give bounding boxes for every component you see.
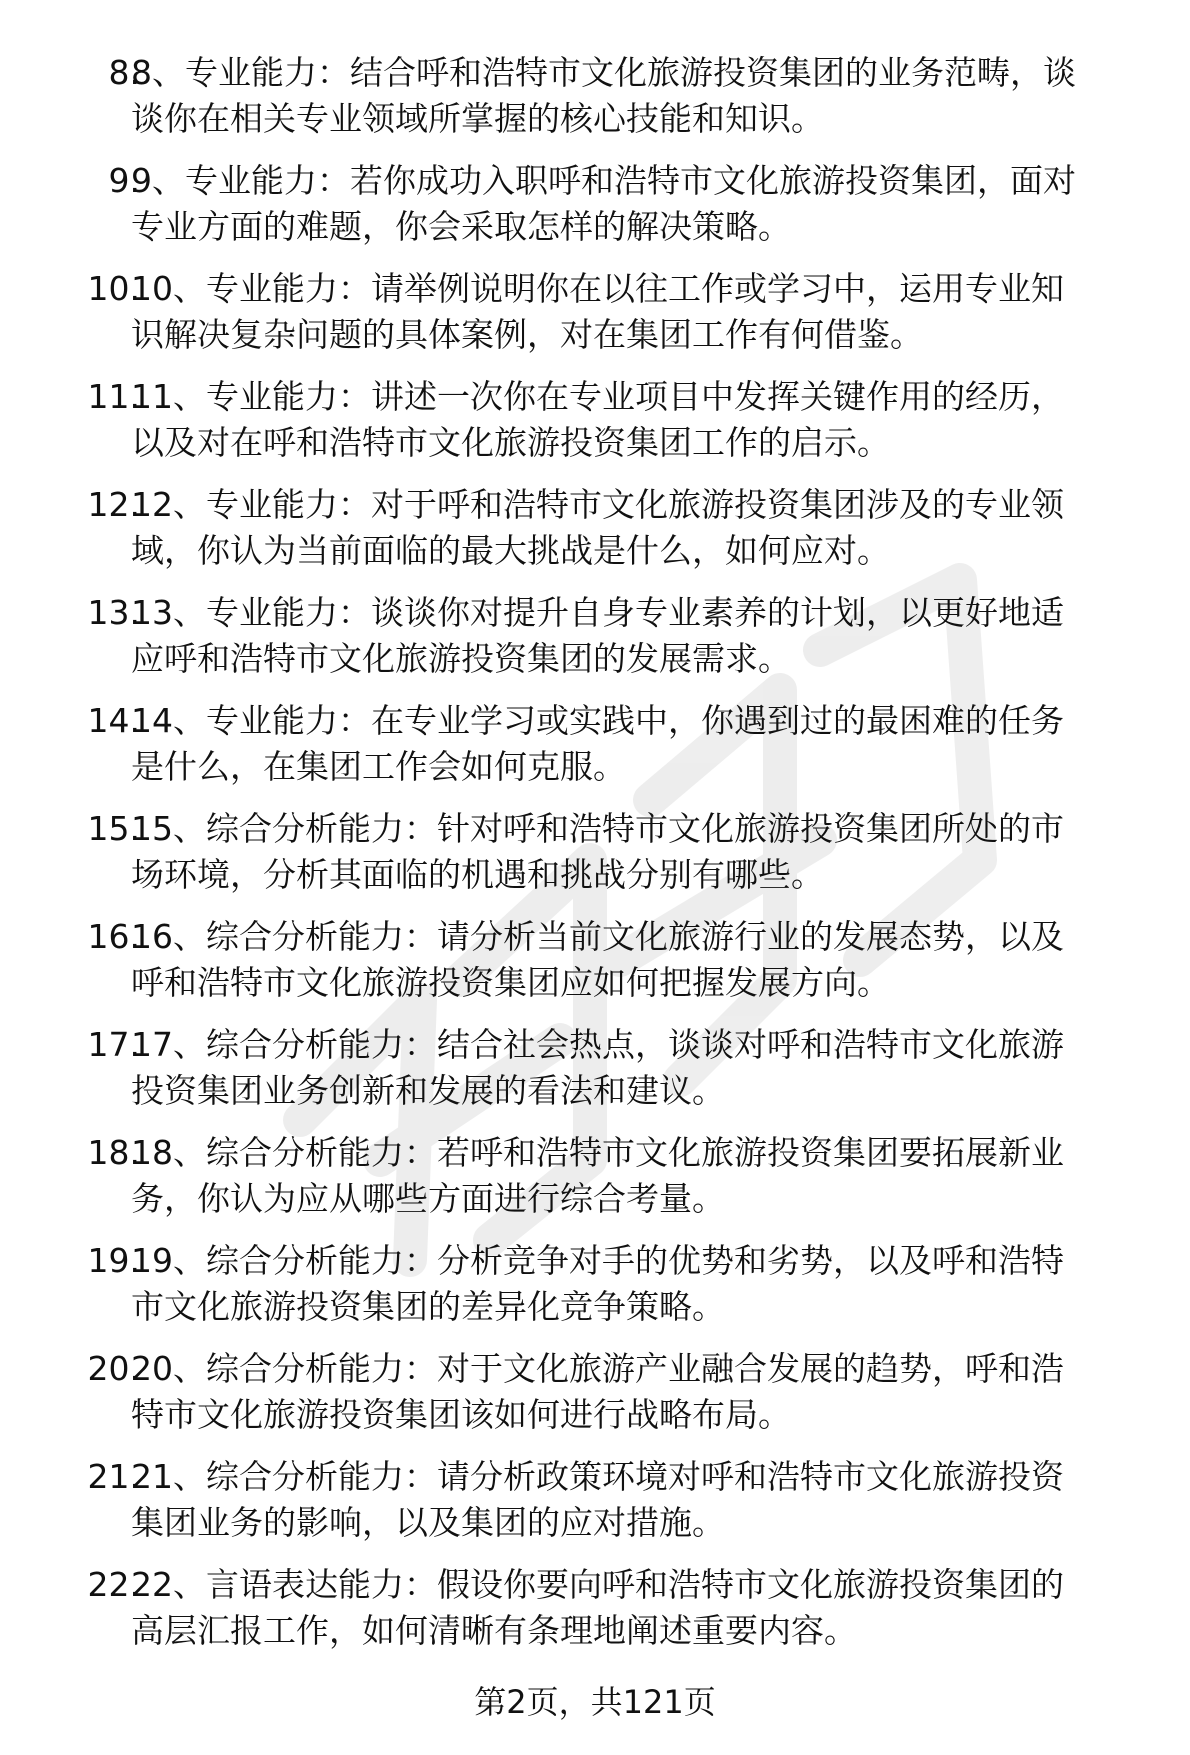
- list-item-number: 20.: [87, 1349, 140, 1388]
- question-text: [131, 806, 1161, 898]
- list-item-number: 11.: [87, 377, 140, 416]
- question-text: [131, 50, 1161, 142]
- question-text-line: 21、综合分析能力：请分析政策环境对呼和浩特市文化旅游投资: [131, 1457, 1064, 1496]
- list-item-number: 18.: [87, 1133, 140, 1172]
- question-text-line: 是什么，在集团工作会如何克服。: [131, 747, 626, 786]
- question-text-line: 13、专业能力：谈谈你对提升自身专业素养的计划，以更好地适: [131, 593, 1064, 632]
- question-text-line: 投资集团业务创新和发展的看法和建议。: [131, 1071, 725, 1110]
- list-item: [0, 806, 1190, 914]
- list-item-number: 21.: [87, 1457, 140, 1496]
- list-item: [0, 1238, 1190, 1346]
- list-item-number: 17.: [87, 1025, 140, 1064]
- list-item-number: 14.: [87, 701, 140, 740]
- list-item-number: 22.: [87, 1565, 140, 1604]
- question-text-line: 集团业务的影响，以及集团的应对措施。: [131, 1503, 725, 1542]
- list-item-number: 13.: [87, 593, 140, 632]
- question-text: [131, 374, 1161, 466]
- list-item-number: 10.: [87, 269, 140, 308]
- list-item-number: 15.: [87, 809, 140, 848]
- list-item: [0, 158, 1190, 266]
- list-item: [0, 590, 1190, 698]
- list-item-number: 8.: [108, 53, 140, 92]
- question-text-line: 17、综合分析能力：结合社会热点，谈谈对呼和浩特市文化旅游: [131, 1025, 1064, 1064]
- question-text-line: 18、综合分析能力：若呼和浩特市文化旅游投资集团要拓展新业: [131, 1133, 1064, 1172]
- question-text-line: 场环境，分析其面临的机遇和挑战分别有哪些。: [131, 855, 824, 894]
- question-text-line: 专业方面的难题，你会采取怎样的解决策略。: [131, 207, 791, 246]
- list-item: [0, 698, 1190, 806]
- question-text-line: 15、综合分析能力：针对呼和浩特市文化旅游投资集团所处的市: [131, 809, 1064, 848]
- question-text: [131, 698, 1161, 790]
- question-text: [131, 158, 1161, 250]
- question-text-line: 呼和浩特市文化旅游投资集团应如何把握发展方向。: [131, 963, 890, 1002]
- list-item: [0, 1022, 1190, 1130]
- list-item: [0, 1562, 1190, 1670]
- question-text-line: 应呼和浩特市文化旅游投资集团的发展需求。: [131, 639, 791, 678]
- question-text: [131, 482, 1161, 574]
- list-item-number: 19.: [87, 1241, 140, 1280]
- question-text-line: 22、言语表达能力：假设你要向呼和浩特市文化旅游投资集团的: [131, 1565, 1064, 1604]
- question-list: [0, 50, 1190, 1670]
- list-item: [0, 50, 1190, 158]
- question-text-line: 20、综合分析能力：对于文化旅游产业融合发展的趋势，呼和浩: [131, 1349, 1064, 1388]
- question-text-line: 谈你在相关专业领域所掌握的核心技能和知识。: [131, 99, 824, 138]
- list-item: [0, 1130, 1190, 1238]
- list-item-number: 12.: [87, 485, 140, 524]
- question-text-line: 高层汇报工作，如何清晰有条理地阐述重要内容。: [131, 1611, 857, 1650]
- question-text: [131, 1130, 1161, 1222]
- question-text-line: 16、综合分析能力：请分析当前文化旅游行业的发展态势，以及: [131, 917, 1064, 956]
- question-text-line: 务，你认为应从哪些方面进行综合考量。: [131, 1179, 725, 1218]
- question-text-line: 14、专业能力：在专业学习或实践中，你遇到过的最困难的任务: [131, 701, 1064, 740]
- question-text-line: 10、专业能力：请举例说明你在以往工作或学习中，运用专业知: [131, 269, 1064, 308]
- question-text-line: 域，你认为当前面临的最大挑战是什么，如何应对。: [131, 531, 890, 570]
- list-item: [0, 482, 1190, 590]
- question-text-line: 9、专业能力：若你成功入职呼和浩特市文化旅游投资集团，面对: [131, 161, 1076, 200]
- question-text-line: 市文化旅游投资集团的差异化竞争策略。: [131, 1287, 725, 1326]
- list-item: [0, 1454, 1190, 1562]
- list-item-number: 9.: [108, 161, 140, 200]
- question-text: [131, 590, 1161, 682]
- question-text-line: 19、综合分析能力：分析竞争对手的优势和劣势，以及呼和浩特: [131, 1241, 1064, 1280]
- question-text: [131, 1562, 1161, 1654]
- question-text: [131, 914, 1161, 1006]
- question-text-line: 11、专业能力：讲述一次你在专业项目中发挥关键作用的经历，: [131, 377, 1064, 416]
- question-text: [131, 1238, 1161, 1330]
- list-item: [0, 1346, 1190, 1454]
- list-item: [0, 266, 1190, 374]
- list-item: [0, 914, 1190, 1022]
- question-text-line: 8、专业能力：结合呼和浩特市文化旅游投资集团的业务范畴，谈: [131, 53, 1076, 92]
- question-text-line: 以及对在呼和浩特市文化旅游投资集团工作的启示。: [131, 423, 890, 462]
- question-text: [131, 1346, 1161, 1438]
- question-text-line: 12、专业能力：对于呼和浩特市文化旅游投资集团涉及的专业领: [131, 485, 1064, 524]
- question-text: [131, 1022, 1161, 1114]
- question-text-line: 识解决复杂问题的具体案例，对在集团工作有何借鉴。: [131, 315, 923, 354]
- list-item-number: 16.: [87, 917, 140, 956]
- question-text: [131, 1454, 1161, 1546]
- question-text: [131, 266, 1161, 358]
- question-text-line: 特市文化旅游投资集团该如何进行战略布局。: [131, 1395, 791, 1434]
- page-number-footer: 第2页，共121页: [474, 1683, 716, 1721]
- list-item: [0, 374, 1190, 482]
